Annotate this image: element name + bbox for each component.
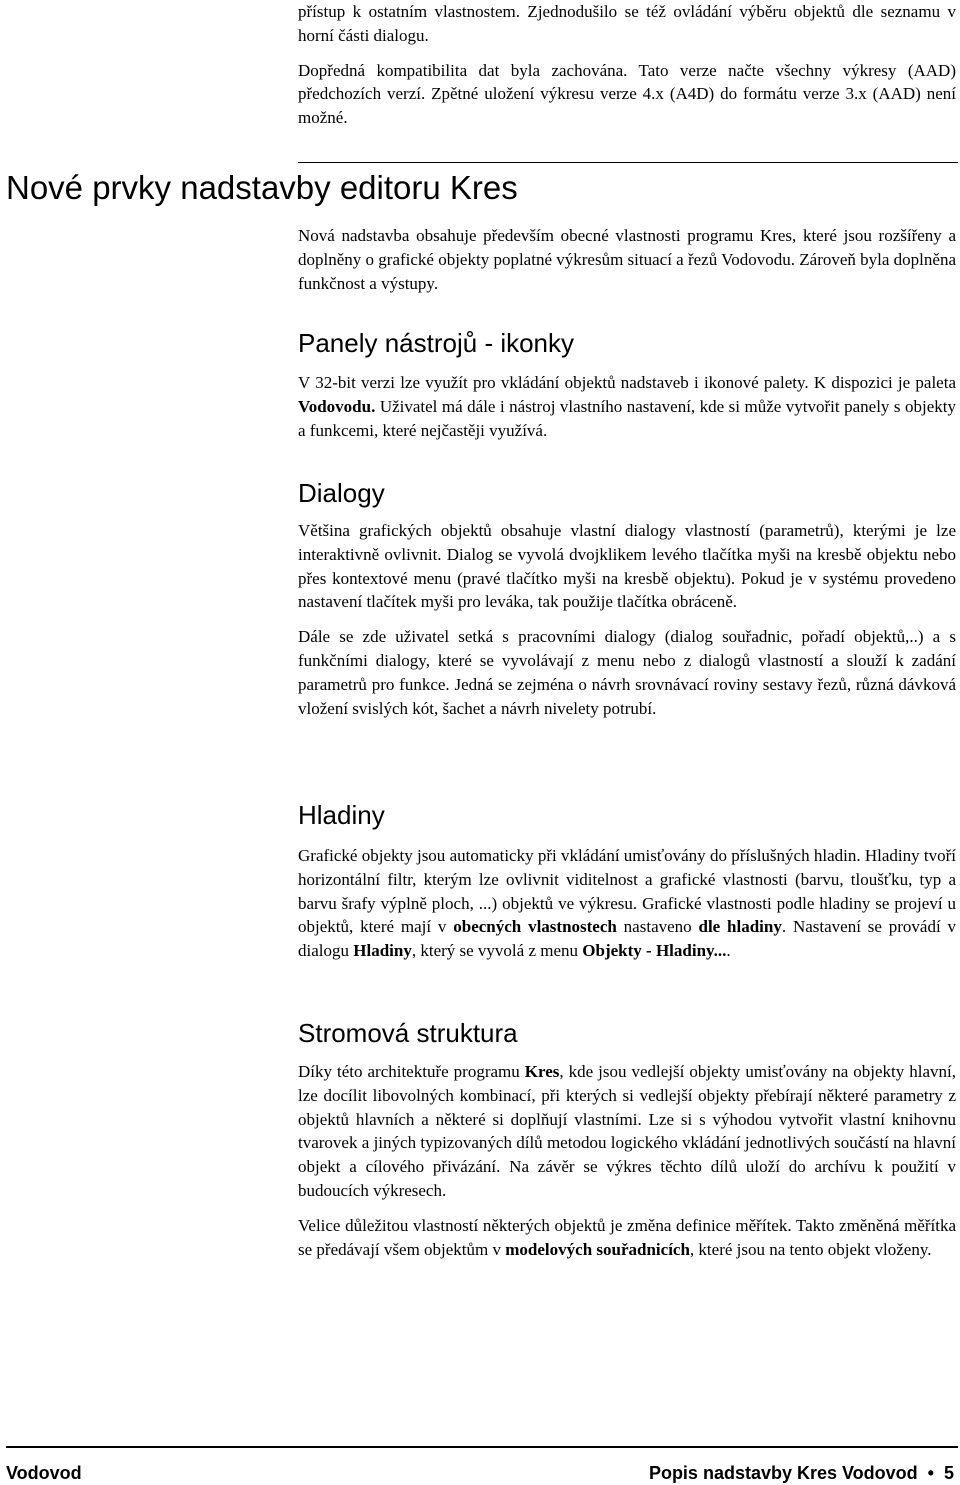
- dialogy-paragraph-1: Většina grafických objektů obsahuje vlastní dialogy vlastností (parametrů), kterými je lze interaktivně ovlivnit. Dialog se vyvolá dvojklikem levého tlačítka myši na kresbě objektu nebo přes kontextové menu (pravé tlačítko myši na kresbě objektu). Pokud je v systému provedeno nastavení tlačítek myši pro leváka, tak použije tlačítka obráceně.: [298, 521, 956, 612]
- hladiny-text-bold-4: Objekty - Hladiny...: [582, 941, 727, 961]
- intro-paragraph-2: Dopředná kompatibilita dat byla zachována. Tato verze načte všechny výkresy (AAD) předchozích verzí. Zpětné uložení výkresu verze 4.x (A4D) do formátu verze 3.x (AAD) není možné.: [298, 60, 956, 128]
- intro-paragraph-1: přístup k ostatním vlastnostem. Zjednodušilo se též ovládání výběru objektů dle seznamu v horní části dialogu.: [298, 2, 956, 45]
- stromova-paragraph-2: [298, 1214, 956, 1262]
- hladiny-text-bold-3: Hladiny: [353, 941, 412, 961]
- stromova-text-2bold: modelových souřadnicích: [505, 1239, 690, 1259]
- heading-rule: [298, 162, 958, 163]
- hladiny-text-bold-2: dle hladiny: [698, 917, 782, 937]
- panely-text-a: V 32-bit verzi lze využít pro vkládání objektů nadstaveb i ikonové palety. K dispozici je paleta: [298, 373, 956, 392]
- footer-left: Vodovod: [6, 1463, 82, 1483]
- footer-bullet: •: [927, 1463, 934, 1483]
- main-section: [298, 224, 956, 295]
- footer-right: [649, 1462, 954, 1484]
- footer-rule: [6, 1446, 958, 1448]
- hladiny-text-c: nastaveno: [616, 917, 699, 937]
- main-paragraph: Nová nadstavba obsahuje především obecné vlastnosti programu Kres, které jsou rozšířeny a doplněny o grafické objekty poplatné výkresům situací a řezů Vodovodu. Zároveň byla doplněna funkčnost a výstupy.: [298, 226, 956, 293]
- stromova-section: [298, 1060, 956, 1261]
- hladiny-text-i: .: [726, 941, 731, 961]
- hladiny-section: [298, 844, 956, 963]
- intro-section: [298, 0, 956, 130]
- panely-heading: Panely nástrojů - ikonky: [298, 328, 575, 358]
- stromova-text-c: , kde jsou vedlejší objekty umisťovány na objekty hlavní, lze docílit libovolných kombinací, při kterých si vedlejší objekty přebírají některé parametry z objektů hlavních a některé si doplňují vlastními. Lze si s výhodou vytvořit vlastní knihovnu tvarovek a jiných typizovaných dílů metodou logického vkládání jednotlivých součástí na hlavní objekt a cílového přivázání. Na závěr se výkres těchto dílů uloží do archívu k použití v budoucích výkresech.: [298, 1062, 956, 1200]
- dialogy-heading: Dialogy: [298, 478, 385, 508]
- page-number: 5: [943, 1463, 954, 1483]
- hladiny-text-bold-1: obecných vlastnostech: [453, 917, 617, 937]
- stromova-text-a: Díky této architektuře programu: [298, 1062, 525, 1081]
- panely-paragraph: [298, 371, 956, 442]
- hladiny-text-g: , který se vyvolá z menu: [411, 941, 583, 961]
- main-heading: Nové prvky nadstavby editoru Kres: [6, 169, 518, 206]
- hladiny-heading: Hladiny: [298, 800, 385, 830]
- hladiny-paragraph: [298, 844, 956, 963]
- stromova-text-2c: , které jsou na tento objekt vloženy.: [689, 1239, 932, 1259]
- stromova-text-2a: Velice důležitou vlastností některých objektů je změna definice měřítek. Takto změněná měřítka se předávají všem objektům v: [298, 1215, 956, 1259]
- panely-section: [298, 371, 956, 442]
- stromova-paragraph-1: [298, 1060, 956, 1203]
- stromova-text-bold: Kres: [524, 1062, 560, 1081]
- stromova-heading: Stromová struktura: [298, 1018, 518, 1048]
- footer-title: Popis nadstavby Kres Vodovod: [648, 1463, 918, 1483]
- panely-text-c: Uživatel má dále i nástroj vlastního nastavení, kde si může vytvořit panely s objekty a funkcemi, které nejčastěji využívá.: [298, 396, 956, 440]
- panely-text-bold: Vodovodu.: [298, 396, 376, 416]
- dialogy-section: [298, 519, 956, 720]
- hladiny-text-e: . Nastavení se provádí v dialogu: [298, 917, 956, 961]
- hladiny-text-a: Grafické objekty jsou automaticky při vkládání umisťovány do příslušných hladin. Hladiny tvoří horizontální filtr, kterým lze ovlivnit viditelnost a grafické vlastnosti (barvu, tloušťku, typ a barvu šrafy výplně ploch, ...) objektů ve výkresu. Grafické vlastnosti podle hladiny se projeví u objektů, které mají v: [298, 846, 956, 937]
- dialogy-paragraph-2: Dále se zde uživatel setká s pracovními dialogy (dialog souřadnic, pořadí objektů,..) a s funkčními dialogy, které se vyvolávají z menu nebo z dialogů vlastností a slouží k zadání parametrů pro funkce. Jedná se zejména o návrh srovnávací roviny sestavy řezů, různá dávková vložení svislých kót, šachet a návrh nivelety potrubí.: [298, 627, 956, 718]
